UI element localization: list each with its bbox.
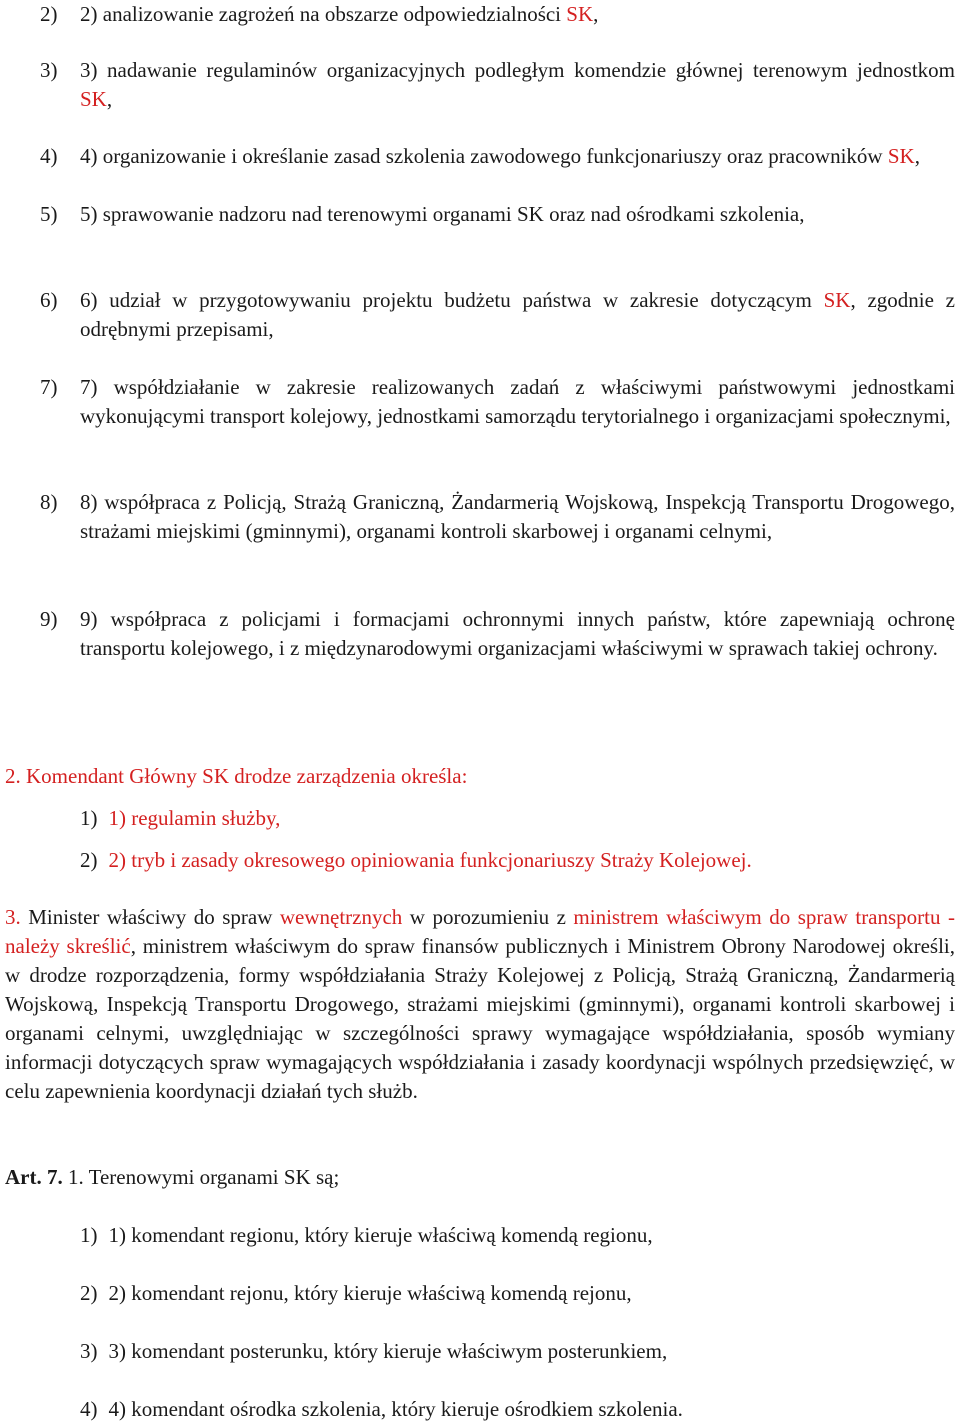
article-7-item [80,1279,632,1308]
list-item [0,605,955,663]
list-number: 4) [80,1397,98,1421]
list-item [0,142,955,171]
section-2-heading: 2. Komendant Główny SK drodze zarządzenia określa: [5,764,468,788]
list-text: 3) komendant posterunku, który kieruje właściwym posterunkiem, [108,1339,668,1363]
list-text: 1) regulamin służby, [108,806,281,830]
list-item [0,0,955,29]
section-2-item [80,846,752,875]
list-text: 1) komendant regionu, który kieruje właściwą komendą regionu, [108,1223,653,1247]
list-item [0,373,955,431]
list-item [0,488,955,546]
list-item [0,56,955,114]
list-text: 9) współpraca z policjami i formacjami ochronnymi innych państw, które zapewniają ochronę transportu kolejowego, i z międzynarodowymi organizacjami właściwymi w sprawach takiej ochrony. [80,607,955,660]
article-7-heading: Art. 7. 1. Terenowymi organami SK są; [5,1165,340,1189]
list-number: 3) [40,58,58,82]
section-2-item [80,804,280,833]
list-number: 3) [80,1339,98,1363]
list-text: 2) analizowanie zagrożeń na obszarze odpowiedzialności SK, [80,2,599,26]
list-number: 9) [40,607,58,631]
list-number: 2) [80,848,98,872]
list-text: 2) komendant rejonu, który kieruje właściwą komendą rejonu, [108,1281,632,1305]
list-number: 2) [40,2,58,26]
list-number: 1) [80,1223,98,1247]
list-number: 2) [80,1281,98,1305]
list-number: 1) [80,806,98,830]
article-7-item [80,1221,653,1250]
list-text: 5) sprawowanie nadzoru nad terenowymi organami SK oraz nad ośrodkami szkolenia, [80,202,805,226]
list-text: 7) współdziałanie w zakresie realizowanych zadań z właściwymi państwowymi jednostkami wykonującymi transport kolejowy, jednostkami samorządu terytorialnego i organizacjami społecznymi, [80,375,955,428]
list-item [0,200,955,229]
list-text: 3) nadawanie regulaminów organizacyjnych podległym komendzie głównej terenowym jednostkom SK, [80,58,955,111]
section-3-paragraph: 3. Minister właściwy do spraw wewnętrznych w porozumieniu z ministrem właściwym do spraw transportu - należy skreślić, ministrem właściwym do spraw finansów publicznych i Ministrem Obrony Narodowej określi, w drodze rozporządzenia, formy współdziałania Straży Kolejowej z Policją, Strażą Graniczną, Żandarmerią Wojskową, Inspekcją Transportu Drogowego, strażami miejskimi (gminnymi), organami kontroli skarbowej i organami celnymi, uwzględniając w szczególności sprawy wymagające współdziałania, sposób wymiany informacji dotyczących spraw wymagających współdziałania i zasady koordynacji wspólnych przedsięwzięć, w celu zapewnienia koordynacji działań tych służb. [5,905,955,1103]
list-number: 8) [40,490,58,514]
list-text: 2) tryb i zasady okresowego opiniowania funkcjonariuszy Straży Kolejowej. [108,848,752,872]
list-number: 7) [40,375,58,399]
article-7-item [80,1337,667,1366]
list-item [0,286,955,344]
list-text: 6) udział w przygotowywaniu projektu budżetu państwa w zakresie dotyczącym SK, zgodnie z odrębnymi przepisami, [80,288,955,341]
list-number: 5) [40,202,58,226]
list-text: 8) współpraca z Policją, Strażą Graniczną, Żandarmerią Wojskową, Inspekcją Transportu Drogowego, strażami miejskimi (gminnymi), organami kontroli skarbowej i organami celnymi, [80,490,955,543]
list-number: 4) [40,144,58,168]
article-7-item [80,1395,683,1424]
list-text: 4) komendant ośrodka szkolenia, który kieruje ośrodkiem szkolenia. [108,1397,683,1421]
article-label: Art. 7. [5,1165,63,1189]
list-number: 6) [40,288,58,312]
list-text: 4) organizowanie i określanie zasad szkolenia zawodowego funkcjonariuszy oraz pracowników SK, [80,144,920,168]
